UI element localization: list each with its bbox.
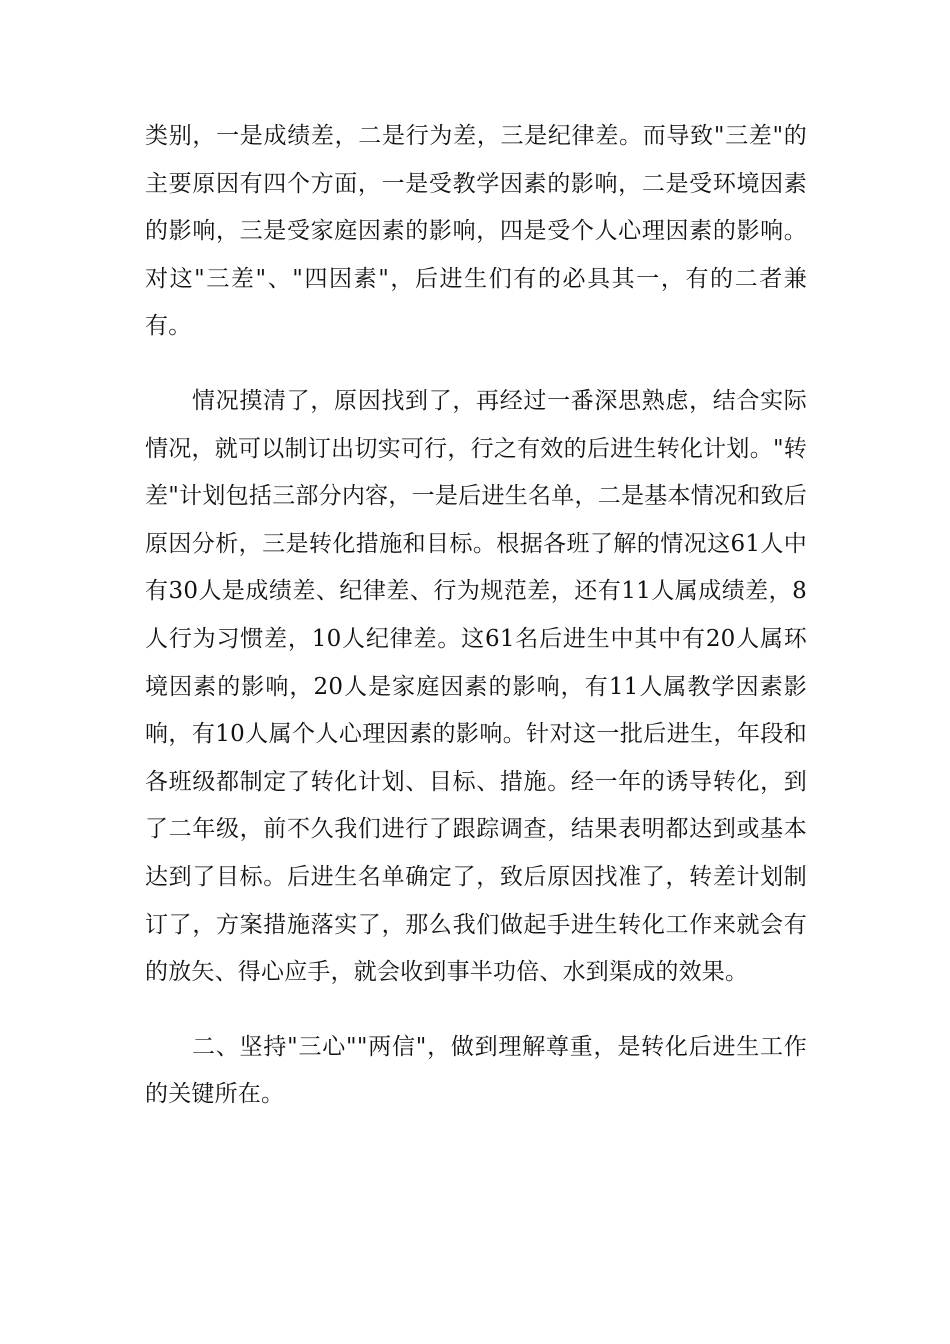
document-page [145, 113, 807, 1119]
section-heading-two: 二、坚持"三心""两信"，做到理解尊重，是转化后进生工作的关键所在。 [145, 1033, 807, 1108]
paragraph-conversion-plan: 情况摸清了，原因找到了，再经过一番深思熟虑，结合实际情况，就可以制订出切实可行，行之有效的后进生转化计划。"转差"计划包括三部分内容，一是后进生名单，二是基本情况和致后原因分析，三是转化措施和目标。根据各班了解的情况这61人中有30人是成绩差、纪律差、行为规范差，还有11人属成绩差，8人行为习惯差，10人纪律差。这61名后进生中其中有20人属环境因素的影响，20人是家庭因素的影响，有11人属教学因素影响，有10人属个人心理因素的影响。针对这一批后进生，年段和各班级都制定了转化计划、目标、措施。经一年的诱导转化，到了二年级，前不久我们进行了跟踪调查，结果表明都达到或基本达到了目标。后进生名单确定了，致后原因找准了，转差计划制订了，方案措施落实了，那么我们做起手进生转化工作来就会有的放矢、得心应手，就会收到事半功倍、水到渠成的效果。 [145, 387, 807, 986]
paragraph-continuation: 类别，一是成绩差，二是行为差，三是纪律差。而导致"三差"的主要原因有四个方面，一是受教学因素的影响，二是受环境因素的影响，三是受家庭因素的影响，四是受个人心理因素的影响。对这"三差"、"四因素"，后进生们有的必具其一，有的二者兼有。 [145, 123, 807, 340]
